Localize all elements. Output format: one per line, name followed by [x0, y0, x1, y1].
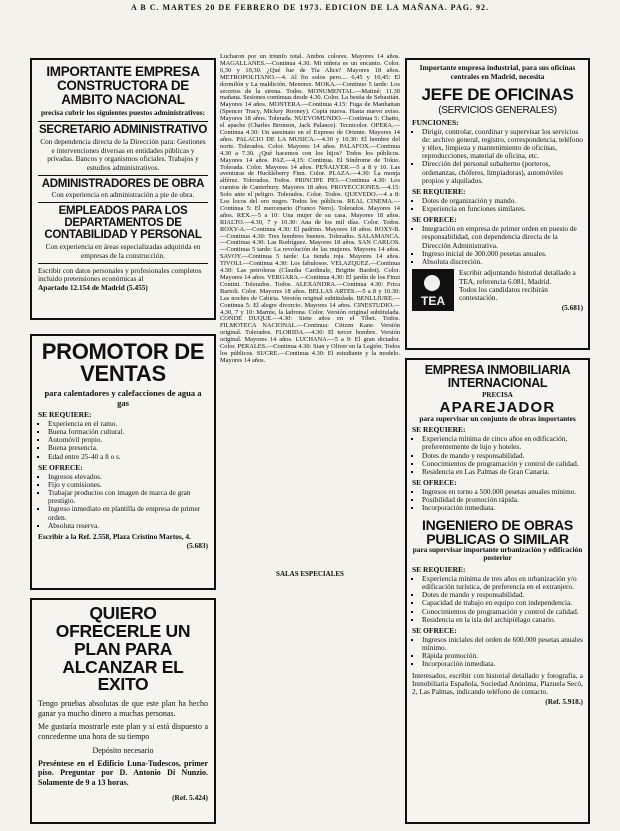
logo-text: TEA	[421, 294, 445, 309]
ad-plan-exito	[30, 598, 216, 824]
list-item: ▪ Conocimientos de programación y control de calidad.	[422, 460, 583, 468]
functions-label: FUNCIONES:	[412, 117, 459, 127]
list-item: ▪ Ingreso inicial de 300.000 pesetas anuales.	[422, 250, 583, 258]
ad-contact: Interesados, escribir con historial detallado y fotografía, a Inmobiliaria Española, Sociedad Anónima, Plazuela Secó, 2, Las Palmas, indicando teléfono de contacto.	[412, 670, 583, 697]
list-item: ▪ Dirección del personal subalterno (porteros, ordenanzas, chóferes, limpiadoras), automóviles propios y alquilados.	[422, 160, 583, 185]
ad-closing: Todos los candidatos recibirán contestación.	[459, 284, 548, 303]
list-item: ▪ Experiencia mínima de cinco años en edificación, preferentemente de lujo y hoteles.	[422, 435, 583, 451]
ad-reference: (5.683)	[186, 541, 208, 551]
divider	[38, 175, 208, 176]
list-item: ▪ Buena presencia.	[48, 444, 208, 452]
divider	[38, 263, 208, 264]
offers-list	[412, 636, 583, 669]
list-item: ▪ Residencia en Las Palmas de Gran Canaria.	[422, 468, 583, 476]
requirements-label: SE REQUIERE:	[412, 564, 466, 574]
list-item: ▪ Fijo y comisiones.	[48, 481, 208, 489]
list-item: ▪ Ingreso inmediato en plantilla de empresa de primer orden.	[48, 505, 208, 521]
list-item: ▪ Dotes de organización y mando.	[422, 197, 583, 205]
offers-label: SE OFRECE:	[412, 625, 457, 635]
ad-footer	[412, 269, 583, 312]
list-item: ▪ Automóvil propio.	[48, 436, 208, 444]
job-desc: Con dependencia directa de la Dirección para: Gestiones e intervenciones diversas en entidades públicas y privadas. Bancos y organismos oficiales. Trabajos y estudios administrativos.	[40, 137, 206, 172]
job-purpose: para supervisar un conjunto de obras importantes	[419, 413, 576, 423]
list-item: ▪ Capacidad de trabajo en equipo con independencia.	[422, 599, 583, 607]
offers-list	[412, 488, 583, 513]
job-title: EMPLEADOS PARA LOS DEPARTAMENTOS DE CONTABILIDAD Y PERSONAL	[44, 205, 202, 241]
functions-list	[412, 128, 583, 185]
ad-reference: (Ref. 5.918.)	[545, 696, 583, 706]
job-desc: Con experiencia en áreas especializadas adquirida en empresas de la construcción.	[45, 242, 201, 260]
ad-constructora	[30, 58, 216, 320]
offers-label: SE OFRECE:	[412, 478, 457, 488]
ad-inmobiliaria	[405, 358, 590, 824]
list-item: ▪ Edad entre 25-40 a ñ o s.	[48, 453, 208, 461]
offers-label: SE OFRECE:	[412, 215, 457, 225]
cinema-listings	[220, 16, 400, 828]
ad-subtitle: (SERVICIOS GENERALES)	[438, 104, 557, 116]
ad-promotor	[30, 334, 216, 590]
offers-list	[38, 473, 208, 530]
job-desc: Con experiencia en administración a pie de obra.	[51, 189, 195, 199]
ad-title: QUIERO OFRECERLE UN PLAN PARA ALCANZAR EL EXITO	[55, 603, 191, 695]
ad-paragraph: Tengo pruebas absolutas de que este plan ha hecho ganar ya mucho dinero a muchas personas.	[38, 699, 208, 718]
requirements-list	[412, 197, 583, 213]
list-item: ▪ Absoluta reserva.	[48, 522, 208, 530]
list-item: ▪ Rápida promoción.	[422, 652, 583, 660]
ad-precisa: PRECISA	[482, 390, 513, 399]
list-item: ▪ Ingresos en torno a 500.000 pesetas anuales mínimo.	[422, 488, 583, 496]
ad-reference: (Ref. 5.424)	[172, 793, 208, 803]
list-item: ▪ Residencia en la isla del archipiélago canario.	[422, 616, 583, 624]
list-item: ▪ Integración en empresa de primer orden en puesto de responsabilidad, con dependencia directa de la Dirección Administrativa.	[422, 225, 583, 250]
ad-closing: Escribir con datos personales y profesionales completos incluido pretensiones económicas al	[38, 266, 202, 284]
page-header: A B C. MARTES 20 DE FEBRERO DE 1973. EDICION DE LA MAÑANA. PAG. 92.	[131, 3, 489, 12]
job-title: ADMINISTRADORES DE OBRA	[41, 177, 205, 190]
list-item: ▪ Dotes de mando y responsabilidad.	[422, 591, 583, 599]
section-title: SALAS ESPECIALES	[220, 568, 400, 580]
divider	[38, 202, 208, 203]
list-item: ▪ Posibilidad de promoción rápida.	[422, 496, 583, 504]
requirements-list	[412, 435, 583, 476]
job-title: SECRETARIO ADMINISTRATIVO	[39, 123, 207, 136]
ad-paragraph: Preséntese en el Edificio Luna-Tudescos, primer piso. Preguntar por D. Antonio Di Nunzio. Solamente de 9 a 13 horas.	[38, 758, 208, 787]
requirements-label: SE REQUIERE:	[412, 186, 466, 196]
ad-title: JEFE DE OFICINAS	[421, 85, 574, 105]
list-item: ▪ Buena formación cultural.	[48, 428, 208, 436]
tea-logo	[412, 269, 454, 311]
job-title: INGENIERO DE OBRAS PUBLICAS O SIMILAR	[422, 516, 573, 547]
divider	[38, 121, 208, 122]
job-title: APAREJADOR	[439, 398, 556, 416]
ad-title: IMPORTANTE EMPRESA CONSTRUCTORA DE AMBITO NACIONAL	[46, 64, 200, 107]
ad-reference: (5.681)	[561, 302, 583, 312]
ad-contact: Escribir adjuntando historial detallado a TEA, referencia 6.081, Madrid.	[459, 269, 576, 286]
offers-list	[412, 225, 583, 266]
list-item: ▪ Dotes de mando y responsabilidad.	[422, 452, 583, 460]
list-item: ▪ Dirigir, controlar, coordinar y supervisar los servicios de: archivo general, registro, correspondencia, teléfono y télex, limpieza y mantenimiento de oficinas, reproducciones, material de oficina, etc.	[422, 128, 583, 161]
offers-label: SE OFRECE:	[38, 462, 83, 472]
list-item: ▪ Absoluta discreción.	[422, 258, 583, 266]
ad-title: EMPRESA INMOBILIARIA INTERNACIONAL	[424, 363, 571, 390]
ad-jefe-oficinas	[405, 58, 590, 350]
ad-title: PROMOTOR DE VENTAS	[41, 339, 205, 387]
list-item: ▪ Conocimientos de programación y control de calidad.	[422, 608, 583, 616]
ad-paragraph: Me gustaría mostrarle este plan y si está dispuesto a concederme una hora de su tiempo	[38, 722, 208, 741]
ad-intro: Importante empresa industrial, para sus oficinas centrales en Madrid, necesita	[419, 63, 576, 81]
requirements-label: SE REQUIERE:	[412, 425, 466, 435]
requirements-label: SE REQUIERE:	[38, 409, 92, 419]
ad-address: Apartado 12.154 de Madrid (5.455)	[38, 282, 148, 292]
ad-paragraph: Depósito necesario	[92, 745, 154, 755]
list-item: ▪ Incorporación inmediata.	[422, 504, 583, 512]
list-item: ▪ Experiencia en el ramo.	[48, 420, 208, 428]
logo-emblem	[424, 275, 440, 291]
ad-subtitle: para calentadores y calefacciones de agua a gas	[44, 387, 202, 408]
requirements-list	[38, 420, 208, 461]
job-purpose: para supervisar importante urbanización y edificación posterior	[412, 545, 583, 563]
list-item: ▪ Ingresos iniciales del orden de 600.000 pesetas anuales mínimo.	[422, 636, 583, 652]
list-item: ▪ Trabajar productos con imagen de marca de gran prestigio.	[48, 489, 208, 505]
ad-intro: precisa cubrir los siguientes puestos administrativos:	[40, 108, 206, 118]
requirements-list	[412, 575, 583, 624]
list-item: ▪ Incorporación inmediata.	[422, 660, 583, 668]
list-item: ▪ Ingresos elevados.	[48, 473, 208, 481]
list-item: ▪ Experiencia en funciones similares.	[422, 205, 583, 213]
ad-contact: Escribir a la Ref. 2.558, Plaza Cristino Martos, 4.	[38, 531, 191, 541]
listing-text: Lucharon por un triunfo total. Ambos colores. Mayores 14 años. MAGALLANES.—Continua 4.30. Mi niñera es un encanto. Color. 6,30 y 10,30. ¿Qué fue de Tía Alice? Mayores 18 años. METROPOLITANO.—4. Al fin solos pero.... 6,45 y 10,45: El dormilón y La maldición. Menores. MOKA.—Continuo 5 tarde: Los secretos de la sirena. Todos. MONUMENTAL.—Matiné: 11.30 mañana. Sesiones continuas desde 4.30. Color. La bestia de Sebastián. Mayores 14 años. MONTERA.—Continua 4.15: Fuga de Manhattan (Spencer Tracy, Mickey Rooney). Copia nueva. Hasta nuevo aviso. Mayores 18 años. Tolerada. NUEVOMUNDO.—Continua 5: Chatto, el apache (Charles Bronson, Jack Palance). Tecnicolor. OPERA.—Continua 4.30: Un asesinato en el Expreso de Oriente. Mayores 14 años. PALACIO DE LA MUSICA.—4.30 y 10.30: El hombre del norte. Tolerados. Color. Mayores 14 años. PALAFOX.—Continua 4.30 a 7.30. ¿Qué hacemos con los hijos? Todos los públicos. Mayores 14 años. PAZ.—4,15: Continua. El Síndrome de Tokio. Tolerada. Color. Mayores 14 años. PEÑALVER.—5 a 8 y 10. Las aventuras de Huckleberry Finn. Color. PLAZA.—4.30: La monja alférez. Tolerados. Todos. PRINCIPE PIO.—Continua 4.30: Los cuentos de Canterbury. Mayores 18 años. PROYECCIONES.—4.15: Solo ante el peligro. Tolerados. Color. Todos. QUEVEDO.—4 a 8: Los locos del oro negro. Todos los públicos. REAL CINEMA.—Continua 5: El mercenario (Franco Nero). Tolerados. Mayores 14 años. REX.—5 a 10: Una mujer de su casa. Mayores 18 años. RIALTO.—4.30, 7 y 10.30: Ana de los mil días. Color. Todos. ROXY-A.—Continua 4.30: El padrino. Mayores 18 años. ROXY-B.—Continua 4.30: Tres hombres buenos. Tolerados. SALAMANCA.—Continua 4.30: Las Rodríguez. Mayores 18 años. SAN CARLOS.—Continua 5 tarde: La revolución de las mujeres. Mayores 14 años. SAVOY.—Continua 5 tarde: La tienda roja. Mayores 14 años. TIVOLI.—Continua 4.30: Los fabulosos. VELAZQUEZ.—Continua 4.30: Las petroleras (Claudia Cardinale, Brigitte Bardot). Color. Mayores 14 años. VERGARA.—Continua 4.30: El jardín de los Finzi Contini. Tolerados. Todos. ALEXANDRA.—Continua 4.30: Frica Bartoli. Color. Mayores 18 años. BELLAS ARTES.—5 a 8 y 10.30: Las noches de Cabiria. Versión original subtitulada. BENLLIURE.—Continua 5: El alegre divorcio. Mayores 14 años. CINESTUDIO.—4,30, 7 y 10: Marnie, la ladrona. Color. Versión original subtitulada. CONDE DUQUE.—4.30: Siete años en el Tíbet. Todos. FILMOTECA NACIONAL.—Continua: Citizen Kane. Versión original. Tolerados. FLORIDA.—4.30: El tercer hombre. Versión original. Mayores 14 años. LUCHANA.—5 a 9: El gran dictador. Color. PERALES.—Continua 4.30: Stan y Oliver en la Legión. Todos los públicos. SUCRE.—Continua 4.30: El estudiante y la modelo. Mayores 14 años.	[220, 53, 400, 364]
list-item: ▪ Experiencia mínima de tres años en urbanización y/o edificación turística, de preferencia en el extranjero.	[422, 575, 583, 591]
